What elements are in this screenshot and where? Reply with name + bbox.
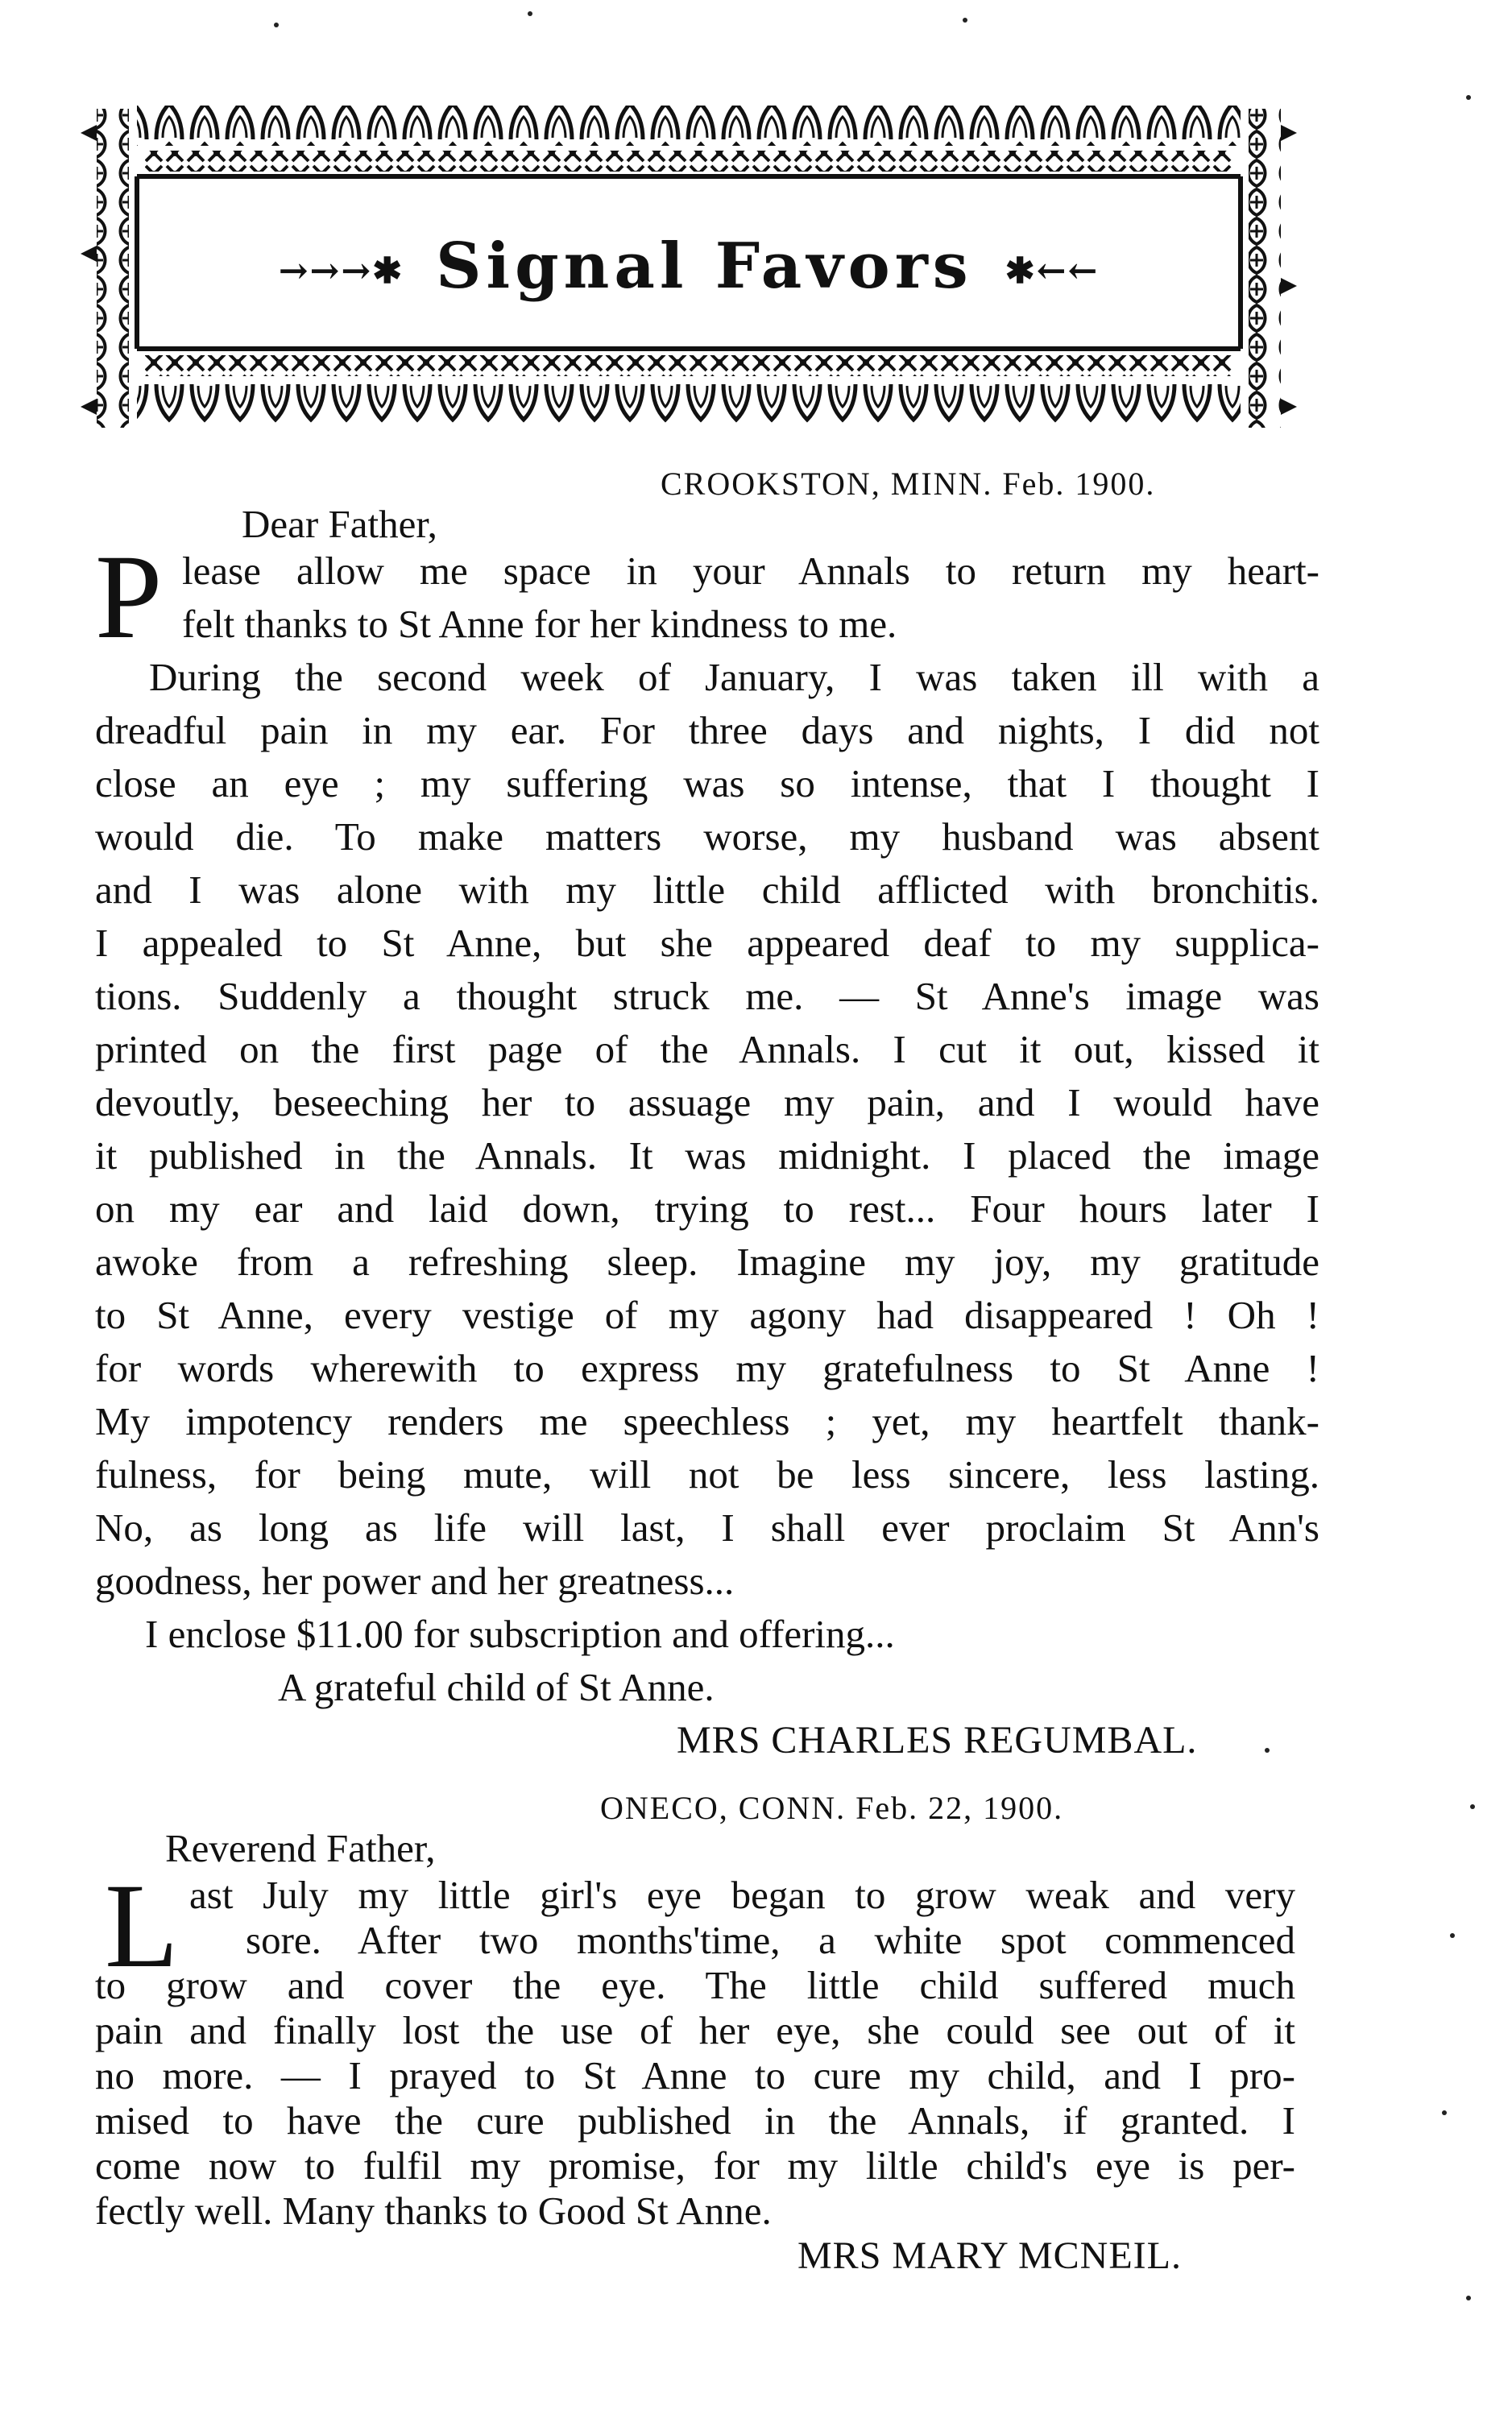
text-line: to St Anne, every vestige of my agony had disappeared ! Oh ! — [95, 1293, 1319, 1337]
text-line: goodness, her power and her greatness... — [95, 1559, 735, 1603]
text-line: lease allow me space in your Annals to return my heart- — [182, 549, 1319, 593]
text-line: I enclose $11.00 for subscription and offering... — [145, 1612, 895, 1656]
text-line: no more. — I prayed to St Anne to cure my child, and I pro- — [95, 2053, 1295, 2097]
text-line: come now to fulfil my promise, for my liltle child's eye is per- — [95, 2143, 1295, 2188]
right-flourish-icon: ✱←← — [1005, 251, 1100, 292]
salutation: Dear Father, — [242, 502, 437, 546]
text-line: on my ear and laid down, trying to rest... Four hours later I — [95, 1186, 1319, 1231]
text-line: During the second week of January, I was taken ill with a — [149, 655, 1319, 699]
section-title — [81, 230, 1297, 303]
left-flourish-icon: →→→✱ — [278, 251, 404, 292]
text-line: fulness, for being mute, will not be less sincere, less lasting. — [95, 1452, 1319, 1497]
drop-cap: L — [105, 1859, 179, 1993]
text-line: dreadful pain in my ear. For three days and nights, I did not — [95, 708, 1319, 752]
text-line: mised to have the cure published in the Annals, if granted. I — [95, 2098, 1295, 2143]
text-line: close an eye ; my suffering was so intense, that I thought I — [95, 761, 1319, 805]
text-line: for words wherewith to express my gratefulness to St Anne ! — [95, 1346, 1319, 1390]
text-line: pain and finally lost the use of her eye, she could see out of it — [95, 2008, 1295, 2052]
text-line: awoke from a refreshing sleep. Imagine my joy, my gratitude — [95, 1240, 1319, 1284]
dateline: ONECO, CONN. Feb. 22, 1900. — [600, 1790, 1064, 1826]
text-line: to grow and cover the eye. The little child suffered much — [95, 1963, 1295, 2007]
text-line: tions. Suddenly a thought struck me. — St Anne's image was — [95, 974, 1319, 1018]
ornamental-header — [81, 101, 1297, 439]
closing: A grateful child of St Anne. — [278, 1665, 715, 1709]
text-line: and I was alone with my little child afflicted with bronchitis. — [95, 868, 1319, 912]
text-line: No, as long as life will last, I shall ever proclaim St Ann's — [95, 1505, 1319, 1550]
text-line: fectly well. Many thanks to Good St Anne. — [95, 2188, 772, 2233]
section-title-text: Signal Favors — [436, 230, 973, 303]
dateline: CROOKSTON, MINN. Feb. 1900. — [661, 466, 1156, 502]
signature: MRS CHARLES REGUMBAL. — [677, 1719, 1198, 1762]
text-line: would die. To make matters worse, my husband was absent — [95, 814, 1319, 859]
drop-cap: P — [95, 530, 163, 664]
text-line: it published in the Annals. It was midnight. I placed the image — [95, 1133, 1319, 1178]
text-line: sore. After two months'time, a white spot commenced — [246, 1918, 1295, 1962]
text-line: I appealed to St Anne, but she appeared deaf to my supplica- — [95, 921, 1319, 965]
signature: MRS MARY MCNEIL. — [797, 2234, 1182, 2277]
text-line: printed on the first page of the Annals. I cut it out, kissed it — [95, 1027, 1319, 1071]
text-line: felt thanks to St Anne for her kindness to me. — [182, 602, 897, 646]
text-line: ast July my little girl's eye began to grow weak and very — [189, 1873, 1295, 1917]
text-line: devoutly, beseeching her to assuage my pain, and I would have — [95, 1080, 1319, 1124]
text-line: My impotency renders me speechless ; yet, my heartfelt thank- — [95, 1399, 1319, 1443]
salutation: Reverend Father, — [165, 1826, 436, 1870]
